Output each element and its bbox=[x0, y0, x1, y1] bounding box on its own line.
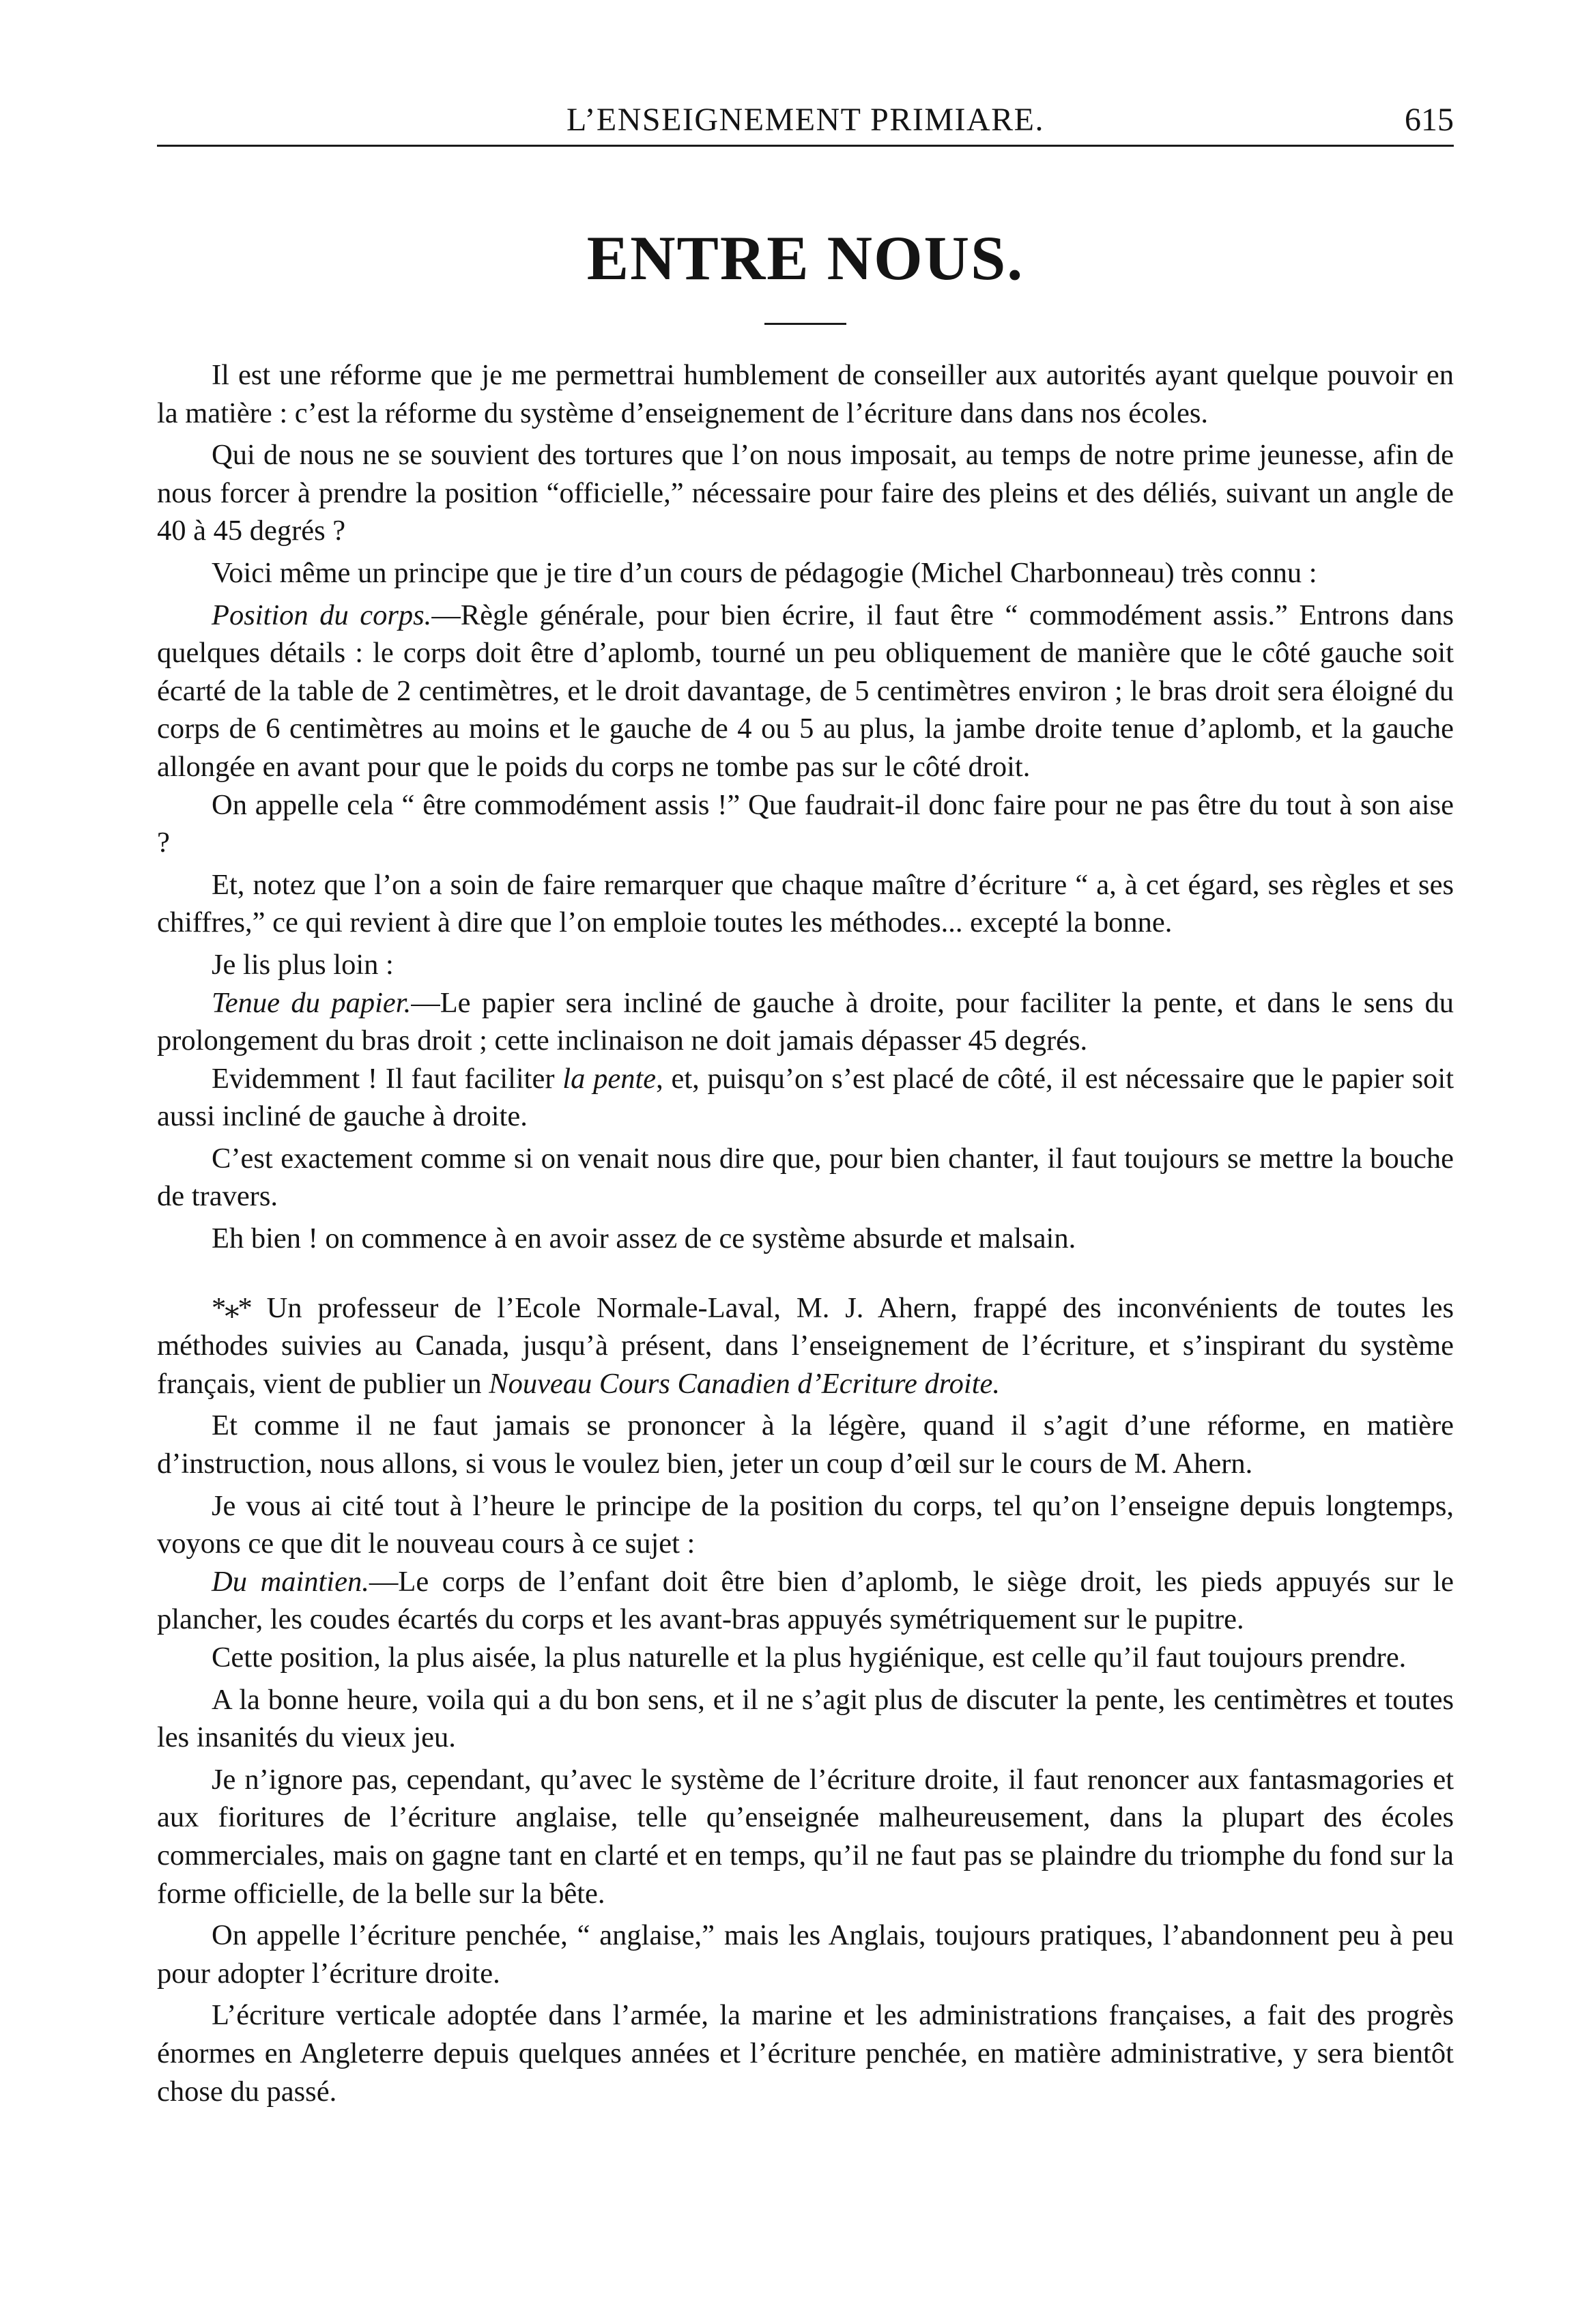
paragraph bbox=[157, 1289, 1454, 1403]
asterism: *⁎* bbox=[212, 1291, 251, 1324]
document-page bbox=[157, 96, 1454, 2307]
text-run: Un professeur de l’Ecole Normale-Laval, M. J. Ahern, frappé des inconvénients de toutes les méthodes suivies au Canada, jusqu’à présent, dans l’enseignement de l’écriture, et s’inspirant du système français, vient de publier un bbox=[157, 1291, 1454, 1400]
text-run: , et, puisqu’on s’est placé de côté, il est nécessaire que le papier soit aussi incliné de gauche à droite. bbox=[157, 1062, 1454, 1133]
paragraph: Et, notez que l’on a soin de faire remarquer que chaque maître d’écriture “ a, à cet égard, ses règles et ses chiffres,” ce qui revient à dire que l’on emploie toutes les méthodes... excepté la bonne. bbox=[157, 868, 1454, 939]
quote-label: Tenue du papier. bbox=[212, 986, 412, 1019]
paragraph: Qui de nous ne se souvient des tortures que l’on nous imposait, au temps de notre prime jeunesse, afin de nous forcer à prendre la position “officielle,” nécessaire pour faire des pleins et des déliés, suivant un angle de 40 à 45 degrés ? bbox=[157, 439, 1454, 547]
quote-text: —Règle générale, pour bien écrire, il faut être “ commodément assis.” Entrons dans quelques détails : le corps doit être d’aplomb, tourné un peu obliquement de manière que le côté gauche soit écarté de la table de 2 centimètres, et le droit davantage, de 5 centimètres environ ; le bras droit sera éloigné du corps de 6 centimètres au moins et le gauche de 4 ou 5 au plus, la jambe droite tenue d’aplomb, et la gauche allongée en avant pour que le poids du corps ne tombe pas sur le côté droit. bbox=[157, 599, 1454, 783]
paragraph: L’écriture verticale adoptée dans l’armée, la marine et les administrations françaises, a fait des progrès énormes en Angleterre depuis quelques années et l’écriture penchée, en matière administrative, y sera bientôt chose du passé. bbox=[157, 1999, 1454, 2108]
page-number: 615 bbox=[1405, 102, 1454, 138]
paragraph: Je vous ai cité tout à l’heure le principe de la position du corps, tel qu’on l’enseigne depuis longtemps, voyons ce que dit le nouveau cours à ce sujet : bbox=[157, 1489, 1454, 1560]
article-body bbox=[157, 356, 1454, 2110]
paragraph: On appelle cela “ être commodément assis !” Que faudrait-il donc faire pour ne pas être du tout à son aise ? bbox=[157, 788, 1454, 859]
quoted-rule-paragraph bbox=[157, 597, 1454, 786]
book-title: Nouveau Cours Canadien d’Ecriture droite. bbox=[489, 1367, 1001, 1400]
paragraph: On appelle l’écriture penchée, “ anglaise,” mais les Anglais, toujours pratiques, l’abandonnent peu à peu pour adopter l’écriture droite. bbox=[157, 1919, 1454, 1990]
quote-text: —Le papier sera incliné de gauche à droite, pour faciliter la pente, et dans le sens du prolongement du bras droit ; cette inclinaison ne doit jamais dépasser 45 degrés. bbox=[157, 986, 1454, 1057]
paragraph: Et comme il ne faut jamais se prononcer à la légère, quand il s’agit d’une réforme, en matière d’instruction, nous allons, si vous le voulez bien, jeter un coup d’œil sur le cours de M. Ahern. bbox=[157, 1409, 1454, 1480]
quoted-rule-paragraph bbox=[157, 1563, 1454, 1639]
paragraph: A la bonne heure, voila qui a du bon sens, et il ne s’agit plus de discuter la pente, les centimètres et toutes les insanités du vieux jeu. bbox=[157, 1683, 1454, 1754]
running-header bbox=[157, 96, 1454, 147]
paragraph: Cette position, la plus aisée, la plus naturelle et la plus hygiénique, est celle qu’il faut toujours prendre. bbox=[212, 1641, 1407, 1674]
text-run: Evidemment ! Il faut faciliter bbox=[212, 1062, 563, 1095]
paragraph: Je n’ignore pas, cependant, qu’avec le système de l’écriture droite, il faut renoncer aux fantasmagories et aux fioritures de l’écriture anglaise, telle qu’enseignée malheureusement, dans la plupart des écoles commerciales, mais on gagne tant en clarté et en temps, qu’il ne faut pas se plaindre du triomphe du fond sur la forme officielle, de la belle sur la bête. bbox=[157, 1763, 1454, 1910]
paragraph: C’est exactement comme si on venait nous dire que, pour bien chanter, il faut toujours se mettre la bouche de travers. bbox=[157, 1142, 1454, 1213]
paragraph: Je lis plus loin : bbox=[212, 948, 394, 981]
running-title: L’ENSEIGNEMENT PRIMIARE. bbox=[566, 102, 1044, 138]
article-title: ENTRE NOUS. bbox=[586, 223, 1024, 293]
paragraph: Eh bien ! on commence à en avoir assez de ce système absurde et malsain. bbox=[212, 1222, 1076, 1255]
italic-run: la pente bbox=[562, 1062, 657, 1095]
paragraph: Il est une réforme que je me permettrai humblement de conseiller aux autorités ayant quelque pouvoir en la matière : c’est la réforme du système d’enseignement de l’écriture dans dans nos écoles. bbox=[157, 359, 1454, 429]
quoted-rule-paragraph bbox=[157, 984, 1454, 1060]
title-rule bbox=[764, 323, 846, 325]
quote-text: —Le corps de l’enfant doit être bien d’aplomb, le siège droit, les pieds appuyés sur le plancher, les coudes écartés du corps et les avant-bras appuyés symétriquement sur le pupitre. bbox=[157, 1565, 1454, 1636]
quote-label: Du maintien. bbox=[212, 1565, 369, 1598]
section-gap bbox=[157, 1262, 1454, 1289]
paragraph bbox=[157, 1060, 1454, 1136]
quote-label: Position du corps. bbox=[212, 599, 432, 631]
paragraph: Voici même un principe que je tire d’un cours de pédagogie (Michel Charbonneau) très connu : bbox=[212, 556, 1317, 589]
